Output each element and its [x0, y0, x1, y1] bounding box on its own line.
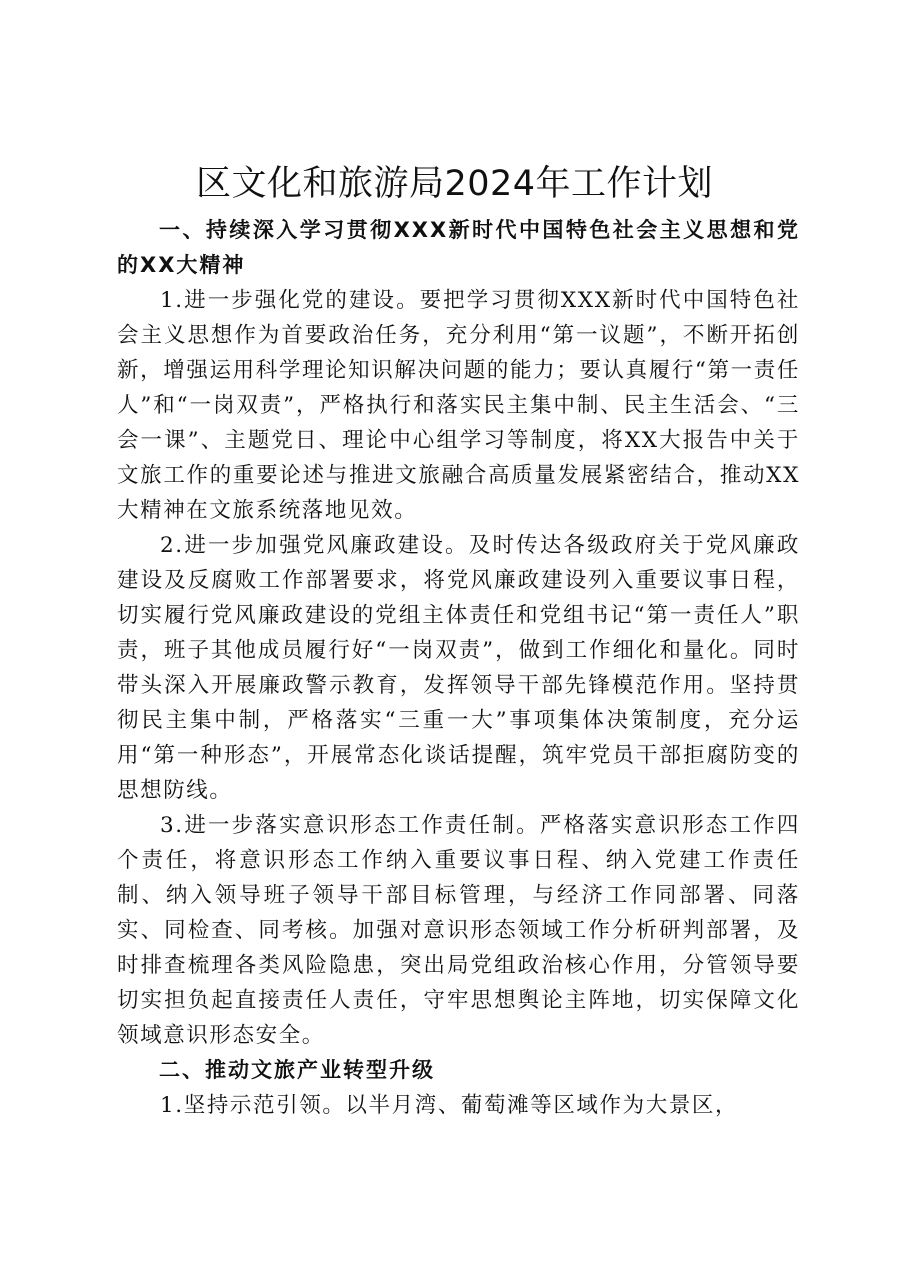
section-heading-1: 一、持续深入学习贯彻XXX新时代中国特色社会主义思想和党的XX大精神	[117, 218, 800, 277]
paragraph-1-2: 2.进一步加强党风廉政建设。及时传达各级政府关于党风廉政建设及反腐败工作部署要求，将党风廉政建设列入重要议事日程，切实履行党风廉政建设的党组主体责任和党组书记“第一责任人”职责，班子其他成员履行好“一岗双责”，做到工作细化和量化。同时带头深入开展廉政警示教育，发挥领导干部先锋模范作用。坚持贯彻民主集中制，严格落实“三重一大”事项集体决策制度，充分运用“第一种形态”，开展常态化谈话提醒，筑牢党员干部拒腐防变的思想防线。	[117, 533, 800, 803]
section-heading-2: 二、推动文旅产业转型升级	[159, 1058, 435, 1082]
document-body	[117, 213, 800, 1123]
paragraph-2-1: 1.坚持示范引领。以半月湾、葡萄滩等区域作为大景区，	[160, 1093, 739, 1118]
paragraph-1-1: 1.进一步强化党的建设。要把学习贯彻XXX新时代中国特色社会主义思想作为首要政治任务，充分利用“第一议题”，不断开拓创新，增强运用科学理论知识解决问题的能力；要认真履行“第一责任人”和“一岗双责”，严格执行和落实民主集中制、民主生活会、“三会一课”、主题党日、理论中心组学习等制度，将XX大报告中关于文旅工作的重要论述与推进文旅融合高质量发展紧密结合，推动XX大精神在文旅系统落地见效。	[117, 288, 800, 523]
document-title: 区文化和旅游局2024年工作计划	[195, 164, 714, 204]
paragraph-1-3: 3.进一步落实意识形态工作责任制。严格落实意识形态工作四个责任，将意识形态工作纳入重要议事日程、纳入党建工作责任制、纳入领导班子领导干部目标管理，与经济工作同部署、同落实、同检查、同考核。加强对意识形态领域工作分析研判部署，及时排查梳理各类风险隐患，突出局党组政治核心作用，分管领导要切实担负起直接责任人责任，守牢思想舆论主阵地，切实保障文化领域意识形态安全。	[117, 813, 800, 1048]
